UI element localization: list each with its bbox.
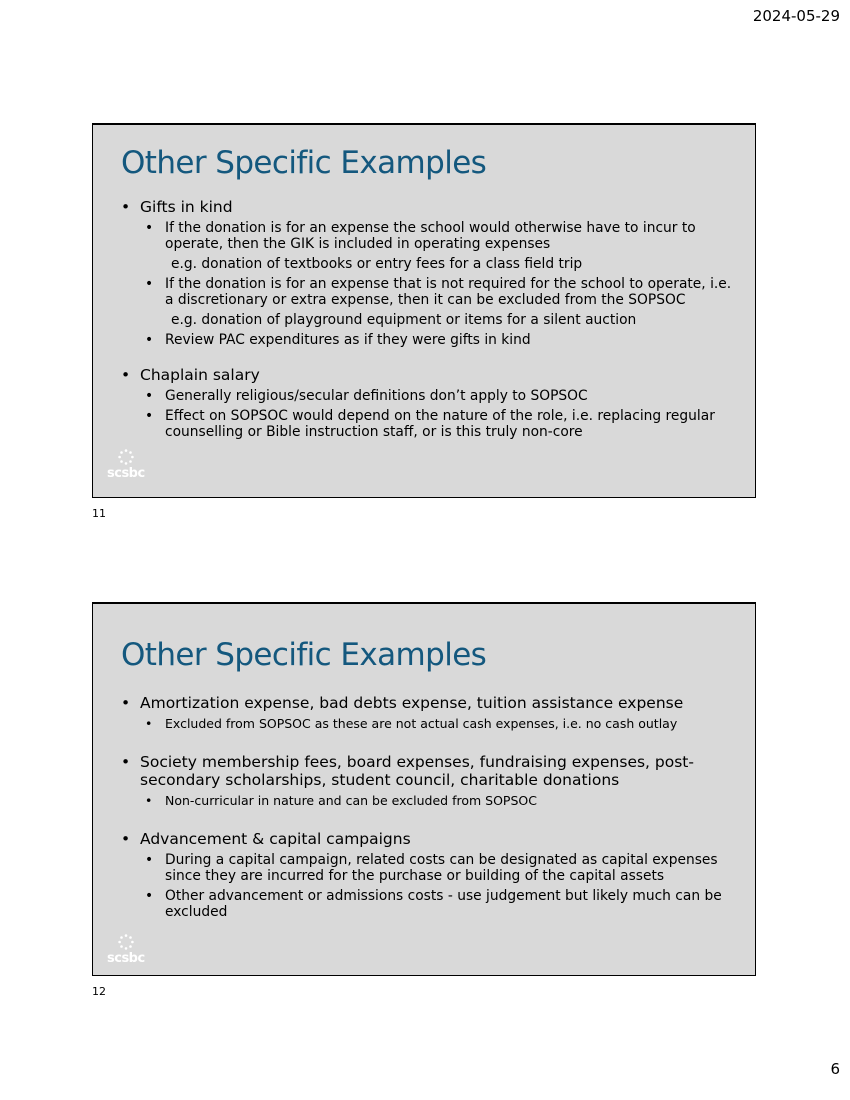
sub-bullet: • If the donation is for an expense the school would otherwise have to incur to operate, then the GIK is included in operating expenses bbox=[121, 220, 735, 252]
bullet-amortization: • Amortization expense, bad debts expense, tuition assistance expense bbox=[121, 694, 735, 712]
slide-number: 11 bbox=[92, 507, 106, 520]
slide-12 bbox=[92, 602, 756, 976]
sub-bullet: • Effect on SOPSOC would depend on the nature of the role, i.e. replacing regular counselling or Bible instruction staff, or is this truly non-core bbox=[121, 408, 735, 440]
sub-bullet: • If the donation is for an expense that is not required for the school to operate, i.e. a discretionary or extra expense, then it can be excluded from the SOPSOC bbox=[121, 276, 735, 308]
logo-text: scsbc bbox=[107, 466, 145, 481]
slide-title: Other Specific Examples bbox=[121, 145, 487, 181]
scsbc-logo bbox=[107, 934, 145, 966]
slide-content bbox=[121, 198, 735, 440]
slide-title: Other Specific Examples bbox=[121, 637, 487, 673]
sub-bullet: • During a capital campaign, related costs can be designated as capital expenses since they are incurred for the purchase or building of the capital assets bbox=[121, 852, 735, 884]
sub-bullet: • Review PAC expenditures as if they were gifts in kind bbox=[121, 332, 735, 348]
print-date: 2024-05-29 bbox=[752, 7, 840, 25]
sunburst-icon bbox=[118, 449, 134, 465]
bullet-advancement: • Advancement & capital campaigns bbox=[121, 830, 735, 848]
bullet-gifts-in-kind: • Gifts in kind bbox=[121, 198, 735, 216]
example-text: e.g. donation of textbooks or entry fees for a class field trip bbox=[171, 256, 583, 272]
slide-number: 12 bbox=[92, 985, 106, 998]
example-text: e.g. donation of playground equipment or items for a silent auction bbox=[171, 312, 637, 328]
logo-text: scsbc bbox=[107, 951, 145, 966]
scsbc-logo bbox=[107, 449, 145, 481]
sunburst-icon bbox=[118, 934, 134, 950]
sub-bullet: • Generally religious/secular definitions don’t apply to SOPSOC bbox=[121, 388, 735, 404]
slide-content bbox=[121, 694, 735, 920]
slide-11 bbox=[92, 123, 756, 498]
sub-bullet: • Excluded from SOPSOC as these are not actual cash expenses, i.e. no cash outlay bbox=[121, 716, 735, 731]
bullet-society-fees: • Society membership fees, board expenses, fundraising expenses, post-secondary scholarships, student council, charitable donations bbox=[121, 753, 735, 789]
sub-bullet: • Non-curricular in nature and can be excluded from SOPSOC bbox=[121, 793, 735, 808]
sub-bullet: • Other advancement or admissions costs - use judgement but likely much can be excluded bbox=[121, 888, 735, 920]
page-number: 6 bbox=[830, 1060, 840, 1078]
bullet-chaplain-salary: • Chaplain salary bbox=[121, 366, 735, 384]
